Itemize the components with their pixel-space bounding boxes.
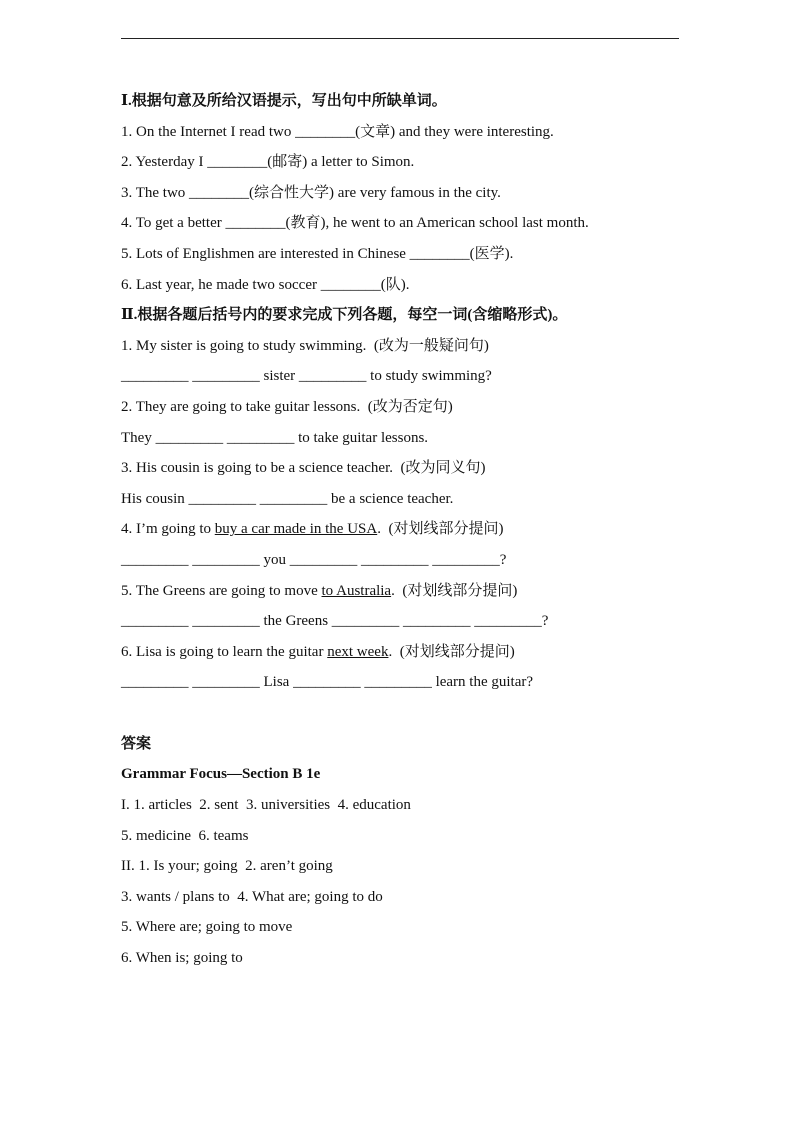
answer-line-3: II. 1. Is your; going 2. aren’t going <box>121 858 333 875</box>
part2-q5 <box>121 581 681 601</box>
part2-q1-answer-line: _________ _________ sister _________ to study swimming? <box>121 368 492 385</box>
part2-q2-answer-line: They _________ _________ to take guitar lessons. <box>121 429 429 446</box>
part1-item-2: 2. Yesterday I ________(邮寄) a letter to Simon. <box>121 154 415 171</box>
answer-line-1: I. 1. articles 2. sent 3. universities 4. education <box>121 797 411 814</box>
part2-q3-answer-line: His cousin _________ _________ be a science teacher. <box>121 490 454 507</box>
part2-q4-answer-line: _________ _________ you _________ _________ _________? <box>121 551 507 568</box>
header-rule <box>121 38 679 39</box>
part2-q3: 3. His cousin is going to be a science teacher. (改为同义句) <box>121 460 486 477</box>
section-gap <box>121 703 681 734</box>
q4-post: . (对划线部分提问) <box>377 521 504 538</box>
part1-item-1: 1. On the Internet I read two ________(文章) and they were interesting. <box>121 123 554 140</box>
part1-item-5: 5. Lots of Englishmen are interested in Chinese ________(医学). <box>121 245 514 262</box>
q5-underlined: to Australia <box>321 582 392 599</box>
part1-item-4: 4. To get a better ________(教育), he went to an American school last month. <box>121 215 589 232</box>
q6-post: . (对划线部分提问) <box>388 643 515 660</box>
answer-line-2: 5. medicine 6. teams <box>121 827 249 844</box>
answer-line-5: 5. Where are; going to move <box>121 919 293 936</box>
part2-q5-answer-line: _________ _________ the Greens _________ _________ _________? <box>121 613 549 630</box>
part1-heading: Ⅰ.根据句意及所给汉语提示，写出句中所缺单词。 <box>121 93 447 109</box>
part2-q4 <box>121 519 681 539</box>
part2-q2: 2. They are going to take guitar lessons. (改为否定句) <box>121 398 453 415</box>
q5-post: . (对划线部分提问) <box>391 582 518 599</box>
q4-underlined: buy a car made in the USA <box>214 521 378 538</box>
answers-heading: 答案 <box>121 735 152 752</box>
part1-item-3: 3. The two ________(综合性大学) are very famous in the city. <box>121 184 501 201</box>
worksheet <box>121 91 681 979</box>
q6-pre: 6. Lisa is going to learn the guitar <box>121 643 328 660</box>
part1-item-6: 6. Last year, he made two soccer ________(队). <box>121 276 410 293</box>
answers-title: Grammar Focus—Section B 1e <box>121 766 321 783</box>
part2-q1: 1. My sister is going to study swimming. (改为一般疑问句) <box>121 337 489 354</box>
part2-heading: Ⅱ.根据各题后括号内的要求完成下列各题，每空一词(含缩略形式)。 <box>121 307 568 324</box>
q5-pre: 5. The Greens are going to move <box>121 582 322 599</box>
answer-line-4: 3. wants / plans to 4. What are; going to do <box>121 888 383 905</box>
part2-q6 <box>121 642 681 662</box>
answer-line-6: 6. When is; going to <box>121 950 243 967</box>
part2-q6-answer-line: _________ _________ Lisa _________ _________ learn the guitar? <box>121 674 534 691</box>
q6-underlined: next week <box>327 643 389 660</box>
q4-pre: 4. I’m going to <box>121 521 215 538</box>
